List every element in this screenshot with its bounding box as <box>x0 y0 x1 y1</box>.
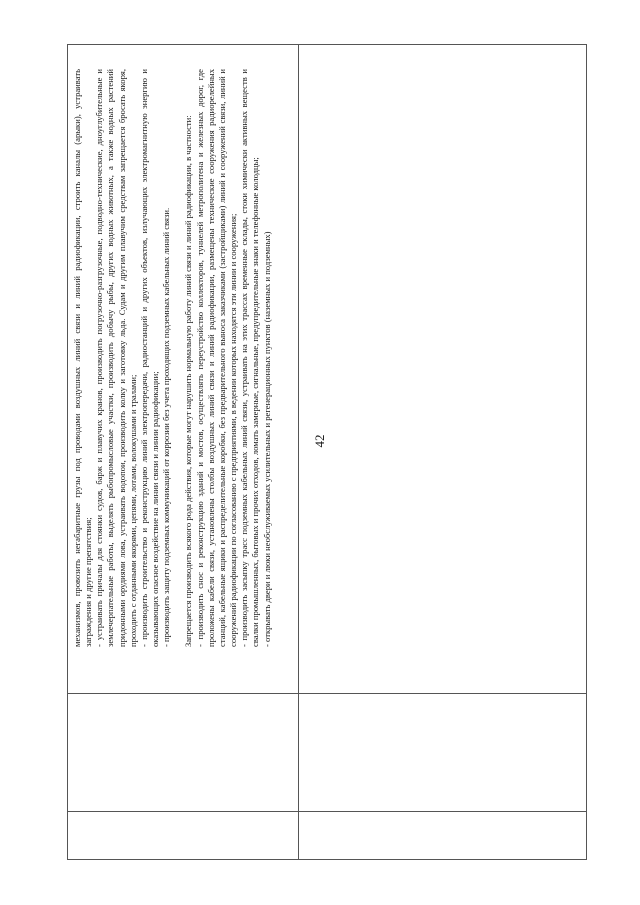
list-item: - производить защиту подземных коммуникаций от коррозии без учета проходящих подземных кабельных линий связи. <box>161 207 172 647</box>
list-item: - открывать двери и люки необслуживаемых усилительных и регенерационных пунктов (наземных и подземных) <box>261 231 272 647</box>
list-item: - производить засыпку трасс подземных кабельных линий связи, устраивать на этих трассах временные склады, стоки химически активных веществ и свалки промышленных, бытовых и прочих отходов, ломать замерные, сигнальные, предупредительные знаки и телефонные колодцы; <box>239 69 261 647</box>
paragraph: механизмов, провозить негабаритные грузы под проводами воздушных линий связи и линий радиофикации, строить каналы (арыки), устраивать заграждения и другие препятствия; <box>72 69 94 647</box>
paragraph: Запрещается производить всякого рода действия, которые могут нарушить нормальную работу линий связи и линий радиофикации, в частности: <box>183 115 194 647</box>
table-row-divider <box>68 811 586 812</box>
list-item: - производить строительство и реконструкцию линий электропередачи, радиостанций и других объектов, излучающих электромагнитную энергию и оказывающих опасное воздействие на линии связи и линии радиофикации; <box>138 69 161 647</box>
table-cell-text <box>70 66 298 650</box>
table-column-divider <box>298 45 299 859</box>
list-item: - устраивать причалы для стоянки судов, барж и плавучих кранов, производить погрузочно-разгрузочные, подводно-технические, дноуглубительные и землечерпательные работы, выделять рыбопромысловые участки, производить добычу рыбы, других водных животных, а также водных растений придонными орудиями лова, устраивать водопои, производить колку и заготовку льда. Судам и другим плавучим средствам запрещается бросать якоря, проходить с отданными якорями, цепями, лотами, волокушами и тралами; <box>94 69 138 647</box>
list-item: - производить снос и реконструкцию зданий и мостов, осуществлять переустройство коллекторов, туннелей метрополитена и железных дорог, где проложены кабели связи, установлены столбы воздушных линий связи и линий радиофикации, размещены технические сооружения радиорелейных станций, кабельные ящики и распределительные коробки, без предварительного выноса заказчиками (застройщиками) линий и сооружений связи, линий и сооружений радиофикации по согласованию с предприятиями, в ведении которых находятся эти линии и сооружения; <box>194 69 239 647</box>
table-row-divider <box>68 693 586 694</box>
page-number: 42 <box>312 434 327 448</box>
